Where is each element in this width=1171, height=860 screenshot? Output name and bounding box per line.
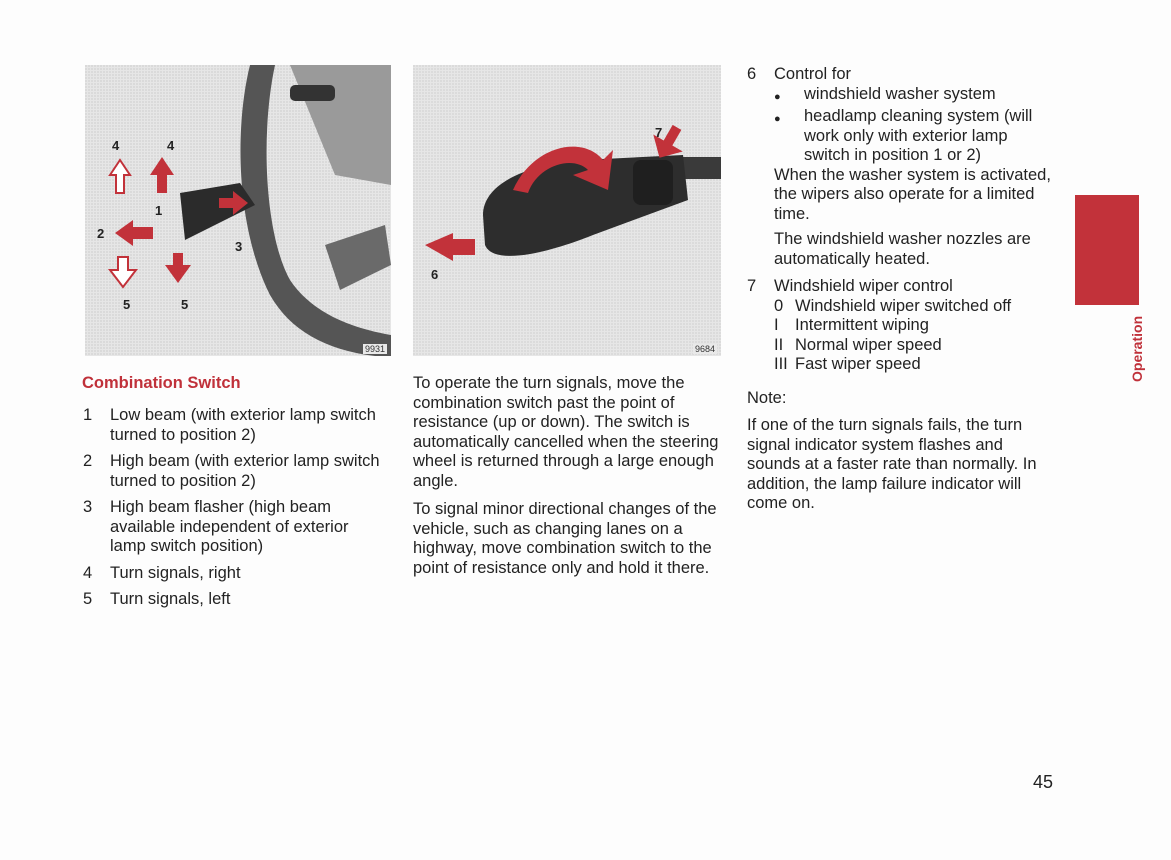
paragraph: When the washer system is activated, the wipers also operate for a limited time. <box>774 165 1051 223</box>
callout-label: 5 <box>181 297 189 312</box>
combination-switch-figure <box>85 65 391 356</box>
figure-number: 9931 <box>364 344 385 354</box>
list-item: III Fast wiper speed <box>774 355 921 373</box>
callout-label: 2 <box>97 226 105 241</box>
section-heading: Combination Switch <box>82 374 241 392</box>
wiper-positions-list <box>747 297 1057 375</box>
controls-description-column <box>747 65 1057 514</box>
list-item: 4 Turn signals, right <box>83 563 241 582</box>
list-item: 5 Turn signals, left <box>83 590 231 608</box>
callout-label: 6 <box>431 267 439 282</box>
washer-bullet-list <box>747 85 1057 166</box>
list-item: 1 Low beam (with exterior lamp switch turned to position 2) <box>83 406 376 444</box>
paragraph: To operate the turn signals, move the combination switch past the point of resistance (up or down). The switch is automatically cancelled when the steering wheel is returned through a large enough angle. <box>413 374 719 490</box>
wiper-stalk-figure <box>413 65 721 356</box>
figure-number: 9684 <box>694 344 715 354</box>
page-number: 45 <box>1033 772 1054 792</box>
wiper-ring <box>633 160 673 205</box>
note-text: If one of the turn signals fails, the turn signal indicator system flashes and sounds at a faster rate than normally. In addition, the lamp failure indicator will come on. <box>747 416 1037 512</box>
item-7-title: 7 Windshield wiper control <box>747 277 953 295</box>
section-side-label: Operation <box>1129 315 1145 382</box>
switch-functions-list <box>83 406 383 610</box>
list-item: 2 High beam (with exterior lamp switch turned to position 2) <box>83 452 380 490</box>
callout-label: 4 <box>112 138 120 153</box>
callout-label: 7 <box>655 125 663 140</box>
callout-label: 1 <box>155 203 163 218</box>
callout-label: 3 <box>235 239 243 254</box>
list-item: II Normal wiper speed <box>774 335 942 354</box>
list-item: 0 Windshield wiper switched off <box>774 296 1012 315</box>
bullet-icon: ● <box>774 113 781 125</box>
note-label: Note: <box>747 388 787 407</box>
switch-functions-list-column <box>83 406 383 617</box>
list-item: ● windshield washer system <box>774 85 1057 108</box>
turn-signal-instructions <box>413 374 725 587</box>
steering-wheel-illustration <box>85 65 391 356</box>
item-6-title: 6 Control for <box>747 65 852 83</box>
list-item: I Intermittent wiping <box>774 316 929 334</box>
paragraph: To signal minor directional changes of the vehicle, such as changing lanes on a highway, move combination switch to the point of resistance only and hold it there. <box>413 500 717 577</box>
wiper-stalk-illustration <box>413 65 721 356</box>
paragraph: The windshield washer nozzles are automatically heated. <box>774 230 1031 268</box>
list-item: ● headlamp cleaning system (will work only with exterior lamp switch in position 1 or 2) <box>774 107 1033 164</box>
section-tab <box>1075 195 1139 305</box>
bullet-icon: ● <box>774 90 781 103</box>
list-item: 3 High beam flasher (high beam available independent of exterior lamp switch position) <box>83 498 349 555</box>
callout-label: 5 <box>123 297 131 312</box>
stalk-top <box>290 85 335 101</box>
callout-label: 4 <box>167 138 175 153</box>
